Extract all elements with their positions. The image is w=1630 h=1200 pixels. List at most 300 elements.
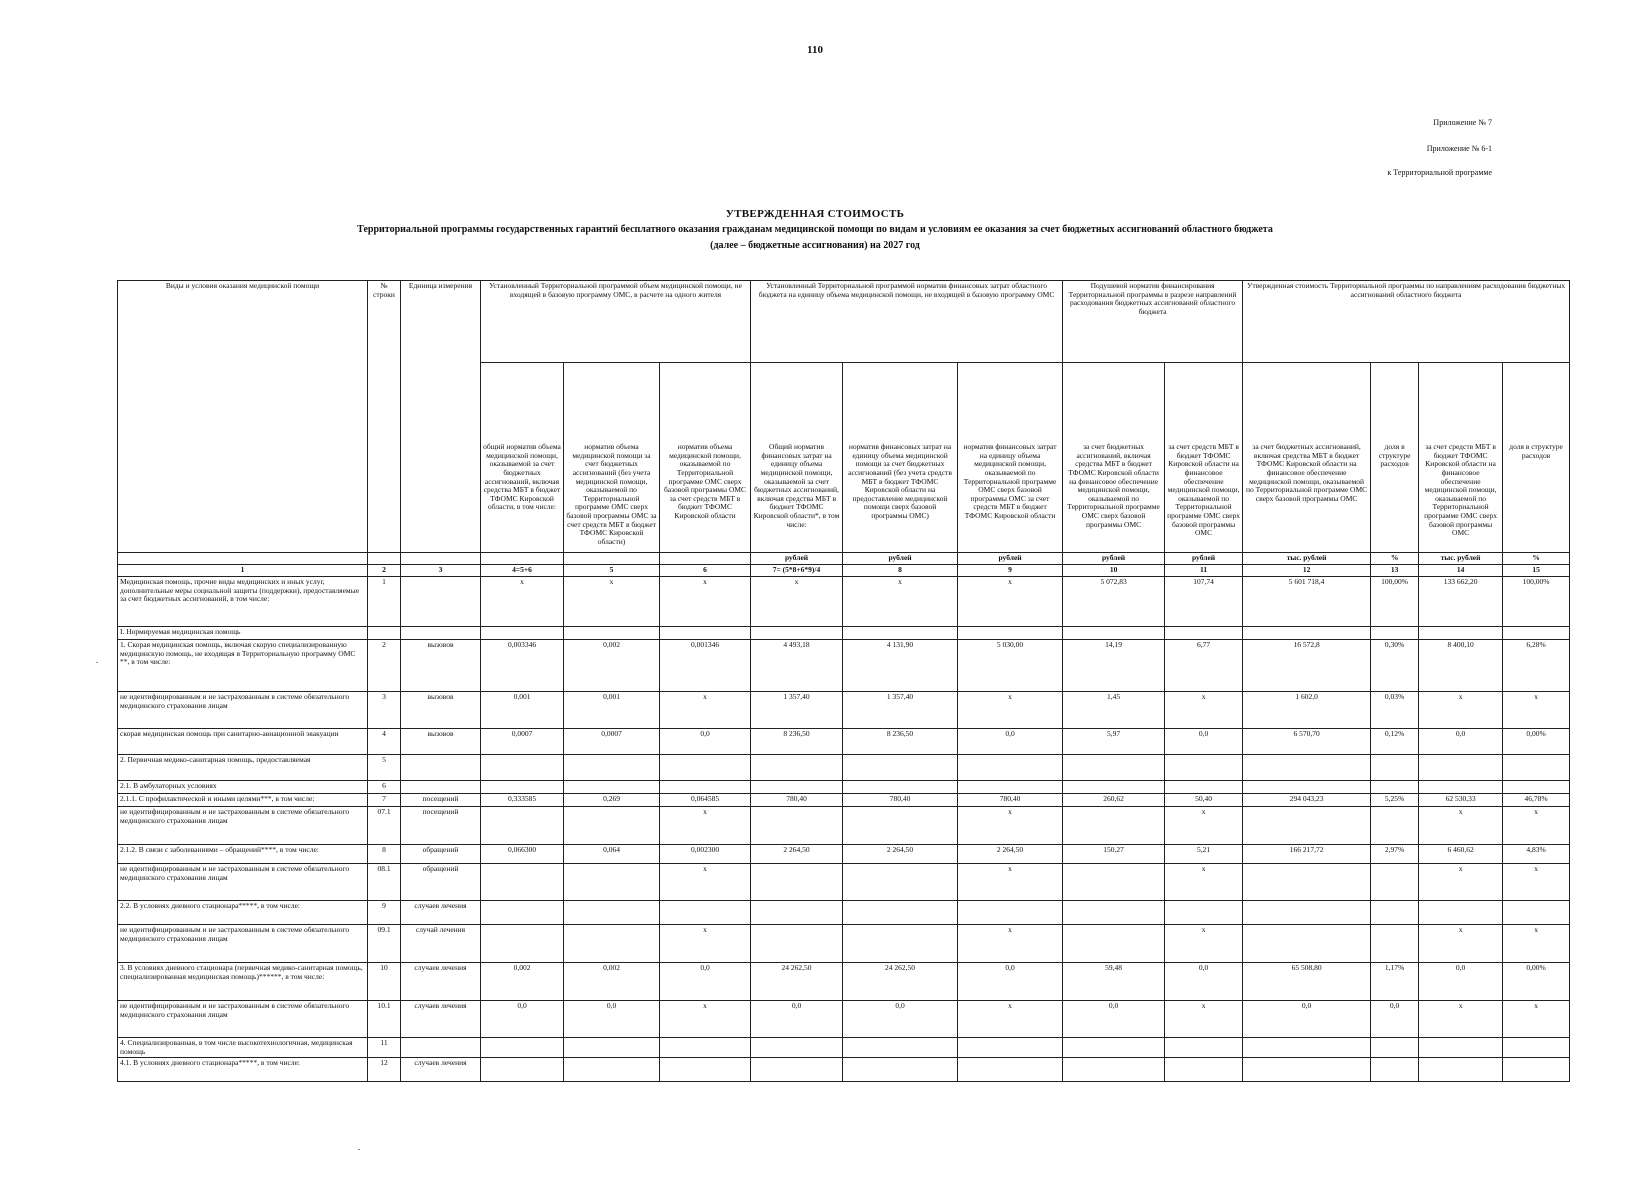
value-cell [958,755,1063,781]
value-cell: 0,0 [958,729,1063,755]
table-row [118,807,1570,845]
row-kind: 2.1. В амбулаторных условиях [118,781,368,794]
value-cell [481,1058,564,1082]
value-cell [1063,1058,1165,1082]
row-number: 08.1 [368,864,401,901]
row-number: 5 [368,755,401,781]
value-cell [481,925,564,963]
header-group-cost-norm: Установленный Территориальной программой норматив финансовых затрат областного бюджета на единицу объема медицинской помощи, не входящей в базовую программу ОМС [751,281,1063,363]
value-cell [564,627,660,640]
value-cell: 0,0 [1419,729,1503,755]
row-number: 09.1 [368,925,401,963]
value-cell: x [660,577,751,627]
unit-cell: тыс. рублей [1419,553,1503,565]
unit-cell: рублей [1063,553,1165,565]
value-cell: 4,83% [1503,845,1570,864]
value-cell [751,807,843,845]
value-cell [481,627,564,640]
value-cell: 0,0 [1371,1001,1419,1038]
value-cell: 0,0 [1165,963,1243,1001]
value-cell [1063,1038,1165,1058]
value-cell [1371,1038,1419,1058]
margin-mark: . [96,655,99,665]
value-cell: 260,62 [1063,794,1165,807]
value-cell [843,755,958,781]
value-cell: 6,28% [1503,640,1570,692]
value-cell: x [1503,925,1570,963]
value-cell: 0,0 [660,729,751,755]
row-number: 6 [368,781,401,794]
value-cell: x [1419,692,1503,729]
value-cell [1419,1038,1503,1058]
row-number: 3 [368,692,401,729]
row-unit [401,781,481,794]
appendix-line-2: Приложение № 6-1 [1426,144,1492,153]
value-cell [751,1058,843,1082]
value-cell [1165,627,1243,640]
value-cell [564,807,660,845]
value-cell: 0,064585 [660,794,751,807]
unit-cell-empty [564,553,660,565]
value-cell: 0,333585 [481,794,564,807]
value-cell [958,1058,1063,1082]
value-cell: x [843,577,958,627]
table-row [118,1038,1570,1058]
value-cell: x [1165,864,1243,901]
row-kind: 2. Первичная медико-санитарная помощь, предоставляемая [118,755,368,781]
value-cell: 5,97 [1063,729,1165,755]
subheader-col-14: за счет средств МБТ в бюджет ТФОМС Кировской области на финансовое обеспечение медицинской помощи, оказываемой по Территориальной программе ОМС сверх базовой программы ОМС [1419,363,1503,553]
value-cell [564,925,660,963]
value-cell [1371,781,1419,794]
table-row [118,794,1570,807]
value-cell: 100,00% [1371,577,1419,627]
appendix-line-1: Приложение № 7 [1433,118,1492,127]
value-cell: x [958,692,1063,729]
subheader-col-6: норматив объема медицинской помощи, оказываемой по Территориальной программе ОМС сверх базовой программы ОМС за счет средств МБТ в бюджет ТФОМС Кировской области [660,363,751,553]
value-cell: 24 262,50 [751,963,843,1001]
value-cell [481,864,564,901]
value-cell: x [1419,807,1503,845]
value-cell: 65 508,80 [1243,963,1371,1001]
subheader-col-13: доля в структуре расходов [1371,363,1419,553]
value-cell: 1,17% [1371,963,1419,1001]
value-cell [1063,925,1165,963]
column-number: 2 [368,565,401,577]
row-unit: посещений [401,807,481,845]
value-cell [1063,627,1165,640]
row-number: 1 [368,577,401,627]
unit-cell: рублей [751,553,843,565]
value-cell: x [660,864,751,901]
column-number: 1 [118,565,368,577]
subheader-col-10: за счет бюджетных ассигнований, включая средства МБТ в бюджет ТФОМС Кировской области на финансовое обеспечение медицинской помощи, оказываемой по Территориальной программе ОМС сверх базовой программы ОМС [1063,363,1165,553]
value-cell [843,1058,958,1082]
row-number: 12 [368,1058,401,1082]
value-cell [958,781,1063,794]
value-cell [843,901,958,925]
subheader-col-5: норматив объема медицинской помощи за счет бюджетных ассигнований (без учета медицинской помощи, оказываемой по Территориальной программе ОМС сверх базовой программы ОМС за счет средств МБТ в бюджет ТФОМС Кировской области) [564,363,660,553]
column-number: 9 [958,565,1063,577]
value-cell: 0,0 [1243,1001,1371,1038]
value-cell: x [1165,807,1243,845]
column-number: 8 [843,565,958,577]
row-kind: 4.1. В условиях дневного стационара*****, в том числе: [118,1058,368,1082]
value-cell [660,901,751,925]
value-cell: 0,00% [1503,729,1570,755]
row-number: 10.1 [368,1001,401,1038]
value-cell: x [1419,864,1503,901]
value-cell [1243,925,1371,963]
value-cell [481,1038,564,1058]
row-kind: 4. Специализированная, в том числе высокотехнологичная, медицинская помощь [118,1038,368,1058]
value-cell [564,901,660,925]
value-cell: x [751,577,843,627]
header-kind: Виды и условия оказания медицинской помощи [118,281,368,553]
value-cell [843,627,958,640]
row-kind: не идентифицированным и не застрахованным в системе обязательного медицинского страхования лицам [118,864,368,901]
value-cell: 0,269 [564,794,660,807]
value-cell: 1 602,0 [1243,692,1371,729]
column-number: 14 [1419,565,1503,577]
value-cell [1063,864,1165,901]
value-cell: x [958,925,1063,963]
value-cell: x [564,577,660,627]
value-cell [751,755,843,781]
table-row [118,864,1570,901]
value-cell [481,807,564,845]
value-cell [751,864,843,901]
subheader-col-12: за счет бюджетных ассигнований, включая средства МБТ в бюджет ТФОМС Кировской области на финансовое обеспечение медицинской помощи, оказываемой по Территориальной программе ОМС сверх базовой программы ОМС [1243,363,1371,553]
value-cell [1243,627,1371,640]
value-cell: 0,12% [1371,729,1419,755]
value-cell [1503,901,1570,925]
column-number: 10 [1063,565,1165,577]
row-number: 8 [368,845,401,864]
row-number [368,627,401,640]
value-cell: 0,002300 [660,845,751,864]
column-number: 5 [564,565,660,577]
value-cell [1419,755,1503,781]
value-cell: 0,001346 [660,640,751,692]
value-cell [660,781,751,794]
value-cell [1243,1058,1371,1082]
value-cell: 107,74 [1165,577,1243,627]
table-row [118,781,1570,794]
value-cell: 0,00% [1503,963,1570,1001]
value-cell: 8 400,10 [1419,640,1503,692]
value-cell: 294 043,23 [1243,794,1371,807]
row-unit: вызовов [401,640,481,692]
row-number: 9 [368,901,401,925]
value-cell: x [1165,692,1243,729]
value-cell [481,901,564,925]
value-cell [1371,627,1419,640]
row-number: 7 [368,794,401,807]
value-cell [1165,755,1243,781]
value-cell: 0,30% [1371,640,1419,692]
table-row [118,963,1570,1001]
value-cell [564,864,660,901]
value-cell: 62 530,33 [1419,794,1503,807]
value-cell [1243,901,1371,925]
row-kind: 2.2. В условиях дневного стационара*****, в том числе: [118,901,368,925]
value-cell [1371,755,1419,781]
value-cell: x [958,864,1063,901]
row-kind: 2.1.2. В связи с заболеваниями – обращений****, в том числе: [118,845,368,864]
document-subtitle-2: (далее – бюджетные ассигнования) на 2027 год [710,240,920,251]
row-unit: случаев лечения [401,1058,481,1082]
value-cell [1419,1058,1503,1082]
value-cell: 46,78% [1503,794,1570,807]
value-cell [1503,781,1570,794]
table-row [118,692,1570,729]
value-cell: 0,0007 [564,729,660,755]
value-cell: 0,003346 [481,640,564,692]
unit-cell: рублей [958,553,1063,565]
value-cell: x [660,925,751,963]
header-group-approved-cost: Утвержденная стоимость Территориальной программы по направлениям расходования бюджетных ассигнований областного бюджета [1243,281,1570,363]
column-number: 11 [1165,565,1243,577]
row-unit: случаев лечения [401,963,481,1001]
value-cell [660,1058,751,1082]
header-group-volume: Установленный Территориальной программой объем медицинской помощи, не входящей в базовую программу ОМС, в расчете на одного жителя [481,281,751,363]
subheader-col-9: норматив финансовых затрат на единицу объема медицинской помощи, оказываемой по Территориальной программе ОМС сверх базовой программы ОМС за счет средств МБТ в бюджет ТФОМС Кировской области [958,363,1063,553]
value-cell [564,781,660,794]
value-cell [958,627,1063,640]
value-cell: 0,0 [843,1001,958,1038]
value-cell [1243,781,1371,794]
value-cell: 780,40 [751,794,843,807]
unit-cell-empty [118,553,368,565]
row-kind: Медицинская помощь, прочие виды медицинских и иных услуг, дополнительные меры социальной защиты (поддержки), предоставляемые за счет бюджетных ассигнований, в том числе: [118,577,368,627]
page-number: 110 [807,44,823,56]
row-number: 11 [368,1038,401,1058]
value-cell: 1,45 [1063,692,1165,729]
value-cell [564,1058,660,1082]
value-cell: 0,002 [481,963,564,1001]
unit-cell-empty [481,553,564,565]
margin-mark: . [358,1142,361,1152]
value-cell: 6 460,62 [1419,845,1503,864]
row-unit: случай лечения [401,925,481,963]
value-cell: x [660,807,751,845]
table-row [118,901,1570,925]
value-cell: x [1503,692,1570,729]
row-kind: 1. Скорая медицинская помощь, включая скорую специализированную медицинскую помощь, не входящая в Территориальную программу ОМС **, в том числе: [118,640,368,692]
value-cell: x [660,692,751,729]
value-cell [1503,1038,1570,1058]
value-cell: 8 236,50 [751,729,843,755]
value-cell: 1 357,40 [751,692,843,729]
value-cell [843,1038,958,1058]
row-number: 2 [368,640,401,692]
row-number: 07.1 [368,807,401,845]
value-cell: 14,19 [1063,640,1165,692]
unit-cell-empty [368,553,401,565]
document-title: УТВЕРЖДЕННАЯ СТОИМОСТЬ [725,208,905,220]
value-cell: 0,0007 [481,729,564,755]
value-cell [751,627,843,640]
value-cell [843,807,958,845]
value-cell [1063,807,1165,845]
value-cell: 0,002 [564,963,660,1001]
value-cell: 0,0 [564,1001,660,1038]
value-cell: x [958,577,1063,627]
value-cell [1503,1058,1570,1082]
row-kind: не идентифицированным и не застрахованным в системе обязательного медицинского страхования лицам [118,925,368,963]
value-cell: 5 072,83 [1063,577,1165,627]
column-number: 3 [401,565,481,577]
value-cell [751,925,843,963]
value-cell [1371,1058,1419,1082]
value-cell: x [958,807,1063,845]
value-cell: 5,25% [1371,794,1419,807]
value-cell [1243,864,1371,901]
value-cell [1419,781,1503,794]
subheader-col-8: норматив финансовых затрат на единицу объема медицинской помощи за счет бюджетных ассигнований (без учета средств МБТ в бюджет ТФОМС Кировской области на предоставление медицинской помощи сверх базовой программы ОМС) [843,363,958,553]
unit-cell: рублей [1165,553,1243,565]
value-cell: 0,001 [564,692,660,729]
value-cell [1371,901,1419,925]
value-cell: 0,066300 [481,845,564,864]
value-cell [1419,901,1503,925]
value-cell: 100,00% [1503,577,1570,627]
value-cell [958,1038,1063,1058]
row-unit [401,1038,481,1058]
value-cell [564,755,660,781]
value-cell: 5 601 718,4 [1243,577,1371,627]
row-kind: 2.1.1. С профилактической и иными целями***, в том числе: [118,794,368,807]
row-unit: обращений [401,845,481,864]
row-unit: случаев лечения [401,901,481,925]
value-cell: 2,97% [1371,845,1419,864]
unit-cell: % [1371,553,1419,565]
value-cell: 0,0 [481,1001,564,1038]
value-cell: x [481,577,564,627]
value-cell: 0,002 [564,640,660,692]
table-row [118,755,1570,781]
value-cell: 0,064 [564,845,660,864]
appendix-line-3: к Территориальной программе [1387,168,1492,177]
unit-cell: тыс. рублей [1243,553,1371,565]
column-number: 6 [660,565,751,577]
value-cell: 59,48 [1063,963,1165,1001]
row-kind: не идентифицированным и не застрахованным в системе обязательного медицинского страхования лицам [118,807,368,845]
column-number: 4=5+6 [481,565,564,577]
value-cell: x [1419,925,1503,963]
value-cell: 2 264,50 [843,845,958,864]
value-cell: 0,0 [1063,1001,1165,1038]
value-cell [1243,807,1371,845]
table-row [118,577,1570,627]
value-cell [1063,755,1165,781]
row-unit: случаев лечения [401,1001,481,1038]
table-row [118,729,1570,755]
column-number: 15 [1503,565,1570,577]
table-row [118,845,1570,864]
value-cell [843,925,958,963]
unit-cell: рублей [843,553,958,565]
value-cell: 780,40 [958,794,1063,807]
column-number: 12 [1243,565,1371,577]
row-kind: не идентифицированным и не застрахованным в системе обязательного медицинского страхования лицам [118,1001,368,1038]
table-row [118,640,1570,692]
value-cell [751,1038,843,1058]
value-cell [1371,807,1419,845]
value-cell: 0,0 [660,963,751,1001]
unit-cell: % [1503,553,1570,565]
row-unit: вызовов [401,692,481,729]
row-unit: вызовов [401,729,481,755]
value-cell [1371,864,1419,901]
header-row-number: № строки [368,281,401,553]
value-cell: x [1165,1001,1243,1038]
value-cell [1503,755,1570,781]
table-row [118,1001,1570,1038]
value-cell [660,755,751,781]
subheader-col-11: за счет средств МБТ в бюджет ТФОМС Кировской области на финансовое обеспечение медицинской помощи, оказываемой по Территориальной программе ОМС сверх базовой программы ОМС [1165,363,1243,553]
value-cell: 1 357,40 [843,692,958,729]
document-subtitle: Территориальной программы государственных гарантий бесплатного оказания гражданам медицинской помощи по видам и условиям ее оказания за счет бюджетных ассигнований областного бюджета [357,224,1273,235]
row-unit: обращений [401,864,481,901]
value-cell [1503,627,1570,640]
value-cell [660,1038,751,1058]
row-kind: не идентифицированным и не застрахованным в системе обязательного медицинского страхования лицам [118,692,368,729]
row-unit [401,755,481,781]
value-cell: 50,40 [1165,794,1243,807]
value-cell [1165,901,1243,925]
row-kind: I. Нормируемая медицинская помощь [118,627,368,640]
value-cell: 150,27 [1063,845,1165,864]
value-cell: x [1419,1001,1503,1038]
unit-cell-empty [401,553,481,565]
value-cell [958,901,1063,925]
value-cell: 0,0 [958,963,1063,1001]
column-number: 7= (5*8+6*9)/4 [751,565,843,577]
value-cell: x [958,1001,1063,1038]
value-cell: 2 264,50 [958,845,1063,864]
value-cell: 6 570,70 [1243,729,1371,755]
column-number: 13 [1371,565,1419,577]
value-cell: 0,0 [751,1001,843,1038]
value-cell [1371,925,1419,963]
value-cell: 0,001 [481,692,564,729]
value-cell [660,627,751,640]
value-cell [1243,1038,1371,1058]
value-cell [481,781,564,794]
value-cell: x [1503,1001,1570,1038]
row-kind: 3. В условиях дневного стационара (первичная медико-санитарная помощь, специализированная медицинская помощь)******, в том числе: [118,963,368,1001]
row-number: 4 [368,729,401,755]
value-cell: 0,0 [1419,963,1503,1001]
value-cell [564,1038,660,1058]
value-cell: 8 236,50 [843,729,958,755]
subheader-col-7: Общий норматив финансовых затрат на единицу объема медицинской помощи, оказываемой за счет бюджетных ассигнований, включая средства МБТ в бюджет ТФОМС Кировской области*, в том числе: [751,363,843,553]
cost-table [117,280,1570,1082]
value-cell [1419,627,1503,640]
value-cell [1063,781,1165,794]
value-cell: 5,21 [1165,845,1243,864]
header-group-per-capita: Подушевой норматив финансирования Территориальной программы в разрезе направлений расходования бюджетных ассигнований областного бюджета [1063,281,1243,363]
value-cell [843,864,958,901]
value-cell [751,781,843,794]
value-cell [1063,901,1165,925]
row-unit: посещений [401,794,481,807]
row-unit [401,577,481,627]
unit-cell-empty [660,553,751,565]
row-kind: скорая медицинская помощь при санитарно-авиационной эвакуации [118,729,368,755]
